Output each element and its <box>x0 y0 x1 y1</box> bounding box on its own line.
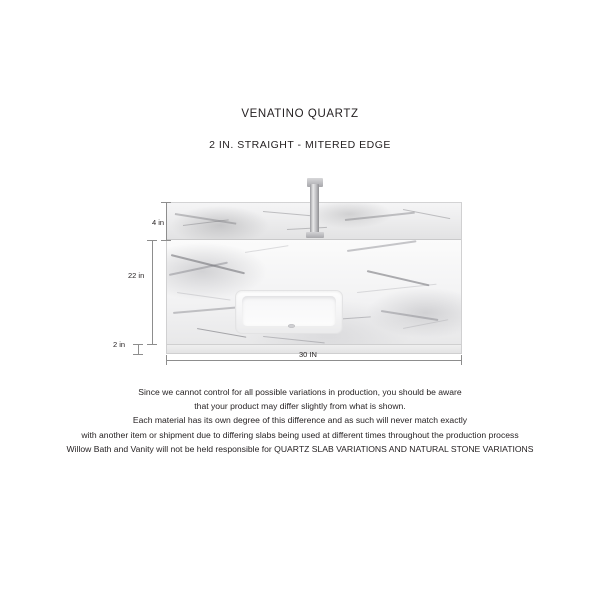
dimension-tick <box>461 355 462 365</box>
dimension-label-width: 30 IN <box>299 350 317 359</box>
faucet-base <box>306 232 324 238</box>
disclaimer-line-5: Willow Bath and Vanity will not be held responsible for QUARTZ SLAB VARIATIONS AND NATURAL STONE VARIATIONS <box>66 443 534 454</box>
dimension-tick <box>133 344 143 345</box>
dimension-line-edge <box>138 344 139 354</box>
sink-basin <box>242 296 336 326</box>
dimension-tick <box>161 202 171 203</box>
disclaimer-line-4: with another item or shipment due to differing slabs being used at different times throughout the production process <box>81 429 519 440</box>
dimension-tick <box>161 240 171 241</box>
page-title: VENATINO QUARTZ <box>241 108 359 120</box>
dimension-label-depth: 22 in <box>128 271 145 280</box>
dimension-line-width <box>166 360 462 361</box>
sink-drain <box>288 324 295 328</box>
disclaimer-line-1: Since we cannot control for all possible variations in production, you should be aware <box>138 387 462 397</box>
faucet-body <box>310 184 319 236</box>
dimension-tick <box>166 355 167 365</box>
dimension-tick <box>147 240 157 241</box>
dimension-line-depth <box>152 240 153 344</box>
dimension-tick <box>147 344 157 345</box>
disclaimer-line-2: that your product may differ slightly from what is shown. <box>194 401 406 412</box>
dimension-line-backsplash <box>166 202 167 240</box>
disclaimer-text <box>0 385 600 456</box>
countertop-deck <box>166 240 462 344</box>
dimension-label-backsplash-height: 4 in <box>152 218 165 227</box>
disclaimer-line-3: Each material has its own degree of this difference and as such will never match exactly <box>132 415 468 426</box>
page-subtitle: 2 IN. STRAIGHT - MITERED EDGE <box>209 139 391 151</box>
undermount-sink <box>235 290 343 334</box>
dimension-label-edge-thickness: 2 in <box>113 340 126 349</box>
countertop-illustration <box>166 202 462 354</box>
dimension-tick <box>133 354 143 355</box>
